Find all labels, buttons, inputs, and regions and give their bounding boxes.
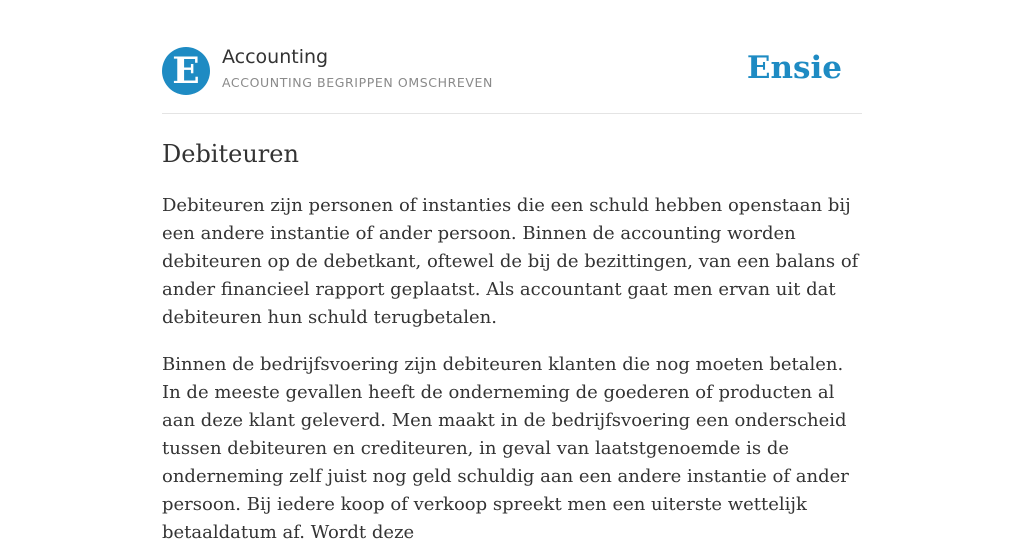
site-title-link[interactable]: Accounting — [222, 46, 329, 68]
article-title: Debiteuren — [162, 140, 299, 168]
content-column — [162, 0, 862, 547]
ensie-brand-link[interactable]: Ensie — [746, 50, 842, 86]
ensie-logo-icon[interactable]: E — [162, 47, 210, 95]
article-paragraph: Binnen de bedrijfsvoering zijn debiteuren klanten die nog moeten betalen. In de meeste gevallen heeft de onderneming de goederen of producten al aan deze klant geleverd. Men maakt in de bedrijfsvoering een onderscheid tussen debiteuren en crediteuren, in geval van laatstgenoemde is de onderneming zelf juist nog geld schuldig aan een andere instantie of ander persoon. Bij iedere koop of verkoop spreekt men een uiterste wettelijk betaaldatum af. Wordt deze — [162, 354, 849, 543]
article-paragraph: Debiteuren zijn personen of instanties die een schuld hebben openstaan bij een andere instantie of ander persoon. Binnen de accounting worden debiteuren op de debetkant, oftewel de bij de bezittingen, van een balans of ander financieel rapport geplaatst. Als accountant gaat men ervan uit dat debiteuren hun schuld terugbetalen. — [162, 195, 859, 328]
site-header — [162, 0, 862, 114]
site-subtitle: ACCOUNTING BEGRIPPEN OMSCHREVEN — [222, 75, 493, 90]
